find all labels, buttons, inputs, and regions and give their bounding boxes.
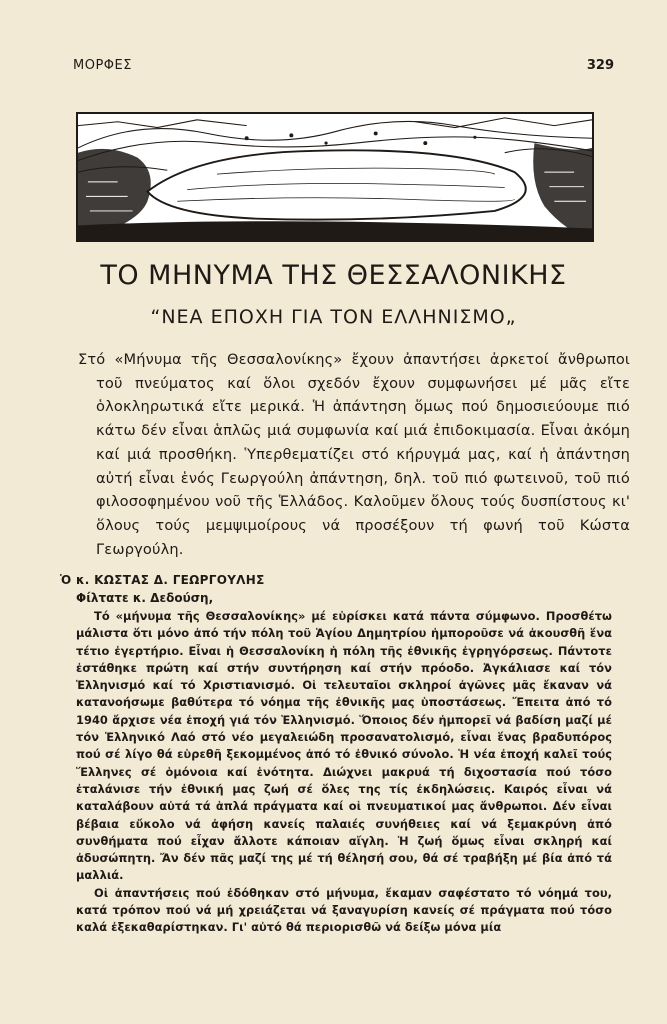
letter-salutation: Φίλτατε κ. Δεδούση, <box>76 591 214 605</box>
article-title: ΤΟ ΜΗΝΥΜΑ ΤΗΣ ΘΕΣΣΑΛΟΝΙΚΗΣ <box>100 260 567 291</box>
letter-paragraph: Τό «μήνυμα τῆς Θεσσαλονίκης» μέ εὑρίσκει κατά πάντα σύμφωνο. Προσθέτω μάλιστα ὅτι μόνο ἀπό τήν πόλη τοῦ Ἁγίου Δημητρίου ἠμποροῦσε νά ἀκουσθῆ ἕνα τέτιο ἐγερτήριο. Εἶναι ἡ Θεσσαλονίκη ἡ πόλη τῆς ἐθνικῆς ἐγρηγόρσεως. Πάντοτε ἐστάθηκε πρώτη καί στήν συντήρηση καί στήν πρόοδο. Ἀγκάλιασε καί τόν Ἑλληνισμό καί τό Χριστιανισμό. Οἱ τελευταῖοι σκληροί ἀγῶνες μᾶς ἔκαναν νά κατανοήσωμε βαθύτερα τό νόημα τῆς ἐθνικῆς μας ὑποστάσεως. Ἔπειτα ἀπό τό 1940 ἄρχισε νέα ἐποχή γιά τόν Ἑλληνισμό. Ὅποιος δέν ἠμπορεῖ νά βαδίση μαζί μέ τόν Ἑλληνικό Λαό στό νέο μεγαλειώδη προσανατολισμό, εἶναι ἕνας βραδυπόρος πού σέ λίγο θά εὑρεθῆ ξεκομμένος ἀπό τό ἐθνικό σύνολο. Ἡ νέα ἐποχή καλεῖ τούς Ἕλληνες σέ ὁμόνοια καί ἑνότητα. Διώχνει μακρυά τή διχοστασία πού τόσο ἐταλάνισε τήν ἐθνική μας ζωή σέ ὅλες της τίς ἐκδηλώσεις. Καιρός εἶναι νά καταλάβουν αὐτά τά ἁπλά πράγματα καί οἱ πνευματικοί μας ἄνθρωποι. Δέν εἶναι βέβαια εὔκολο νά ἀφήση κανείς παλαιές συνήθειες καί νά ξεμακρύνη ἀπό συνθήματα πού εἶχαν ἄλλοτε κάποιαν αἴγλη. Ἡ ζωή ὅμως εἶναι σκληρή καί ἀδυσώπητη. Ἄν δέν πᾶς μαζί της μέ τή θέλησή σου, θά σέ τραβήξη μέ βία ἀπό τά μαλλιά. <box>76 609 612 883</box>
letter-author: Ὁ κ. ΚΩΣΤΑΣ Δ. ΓΕΩΡΓΟΥΛΗΣ <box>60 573 265 587</box>
journal-name: ΜΟΡΦΕΣ <box>73 58 132 73</box>
harbor-landscape-woodcut-icon <box>78 114 592 240</box>
page-number: 329 <box>586 58 614 73</box>
letter-body <box>76 608 612 937</box>
letter-paragraph: Οἱ ἀπαντήσεις πού ἐδόθηκαν στό μήνυμα, ἔκαμαν σαφέστατο τό νόημά του, κατά τρόπον πού νά μή χρειάζεται νά ξαναγυρίση κανείς σέ πράγματα πού τόσο καλά ἐξεκαθαρίστηκαν. Γι' αὐτό θά περιορισθῶ νά δείξω μόνα μία <box>76 885 612 935</box>
article-subtitle: “ΝΕΑ ΕΠΟΧΗ ΓΙΑ ΤΟΝ ΕΛΛΗΝΙΣΜΟ„ <box>150 306 517 328</box>
harbor-landscape-illustration <box>76 112 594 242</box>
article-intro: Στό «Μήνυμα τῆς Θεσσαλονίκης» ἔχουν ἀπαντήσει ἀρκετοί ἄνθρωποι τοῦ πνεύματος καί ὅλοι σχεδόν ἔχουν συμφωνήσει μέ μᾶς εἴτε ὁλοκληρωτικά εἴτε μερικά. Ἡ ἀπάντηση ὅμως πού δημοσιεύουμε πιό κάτω δέν εἶναι ἁπλῶς μιά συμφωνία καί μιά ἐπιδοκιμασία. Εἶναι ἀκόμη καί μιά προσθήκη. Ὑπερθεματίζει στό κήρυγμά μας, καί ἡ ἀπάντηση αὐτή εἶναι ἑνός Γεωργούλη ἀπάντηση, δηλ. τοῦ πιό φωτεινοῦ, τοῦ πιό φιλοσοφημένου νοῦ τῆς Ἑλλάδος. Καλοῦμεν ὅλους τούς δυσπίστους κι' ὅλους τούς μεμψιμοίρους νά προσέξουν τή φωνή τοῦ Κώστα Γεωργούλη. <box>78 351 630 558</box>
